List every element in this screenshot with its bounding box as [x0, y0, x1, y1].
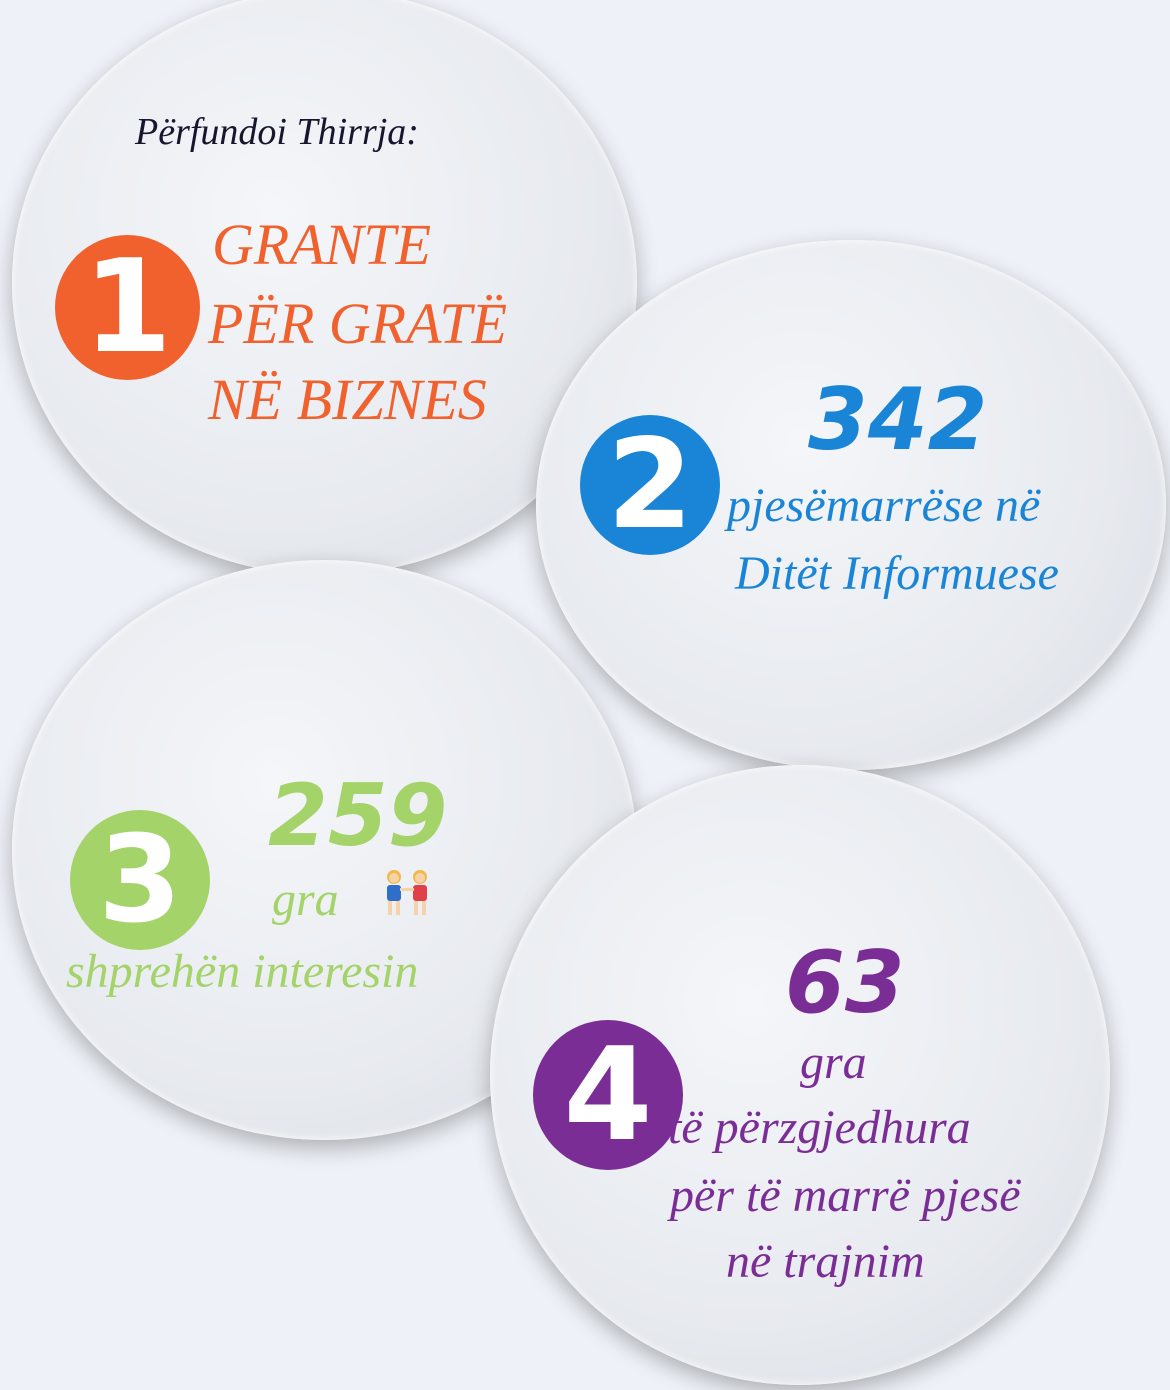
item1-line-2: PËR GRATË: [208, 291, 508, 356]
item3-value: 259: [268, 766, 448, 866]
item4-line-2: të përzgjedhura: [668, 1101, 971, 1154]
number-badge-1: 1: [55, 235, 200, 380]
item2-line-2: Ditët Informuese: [735, 547, 1059, 600]
item2-value: 342: [808, 370, 988, 470]
item4-line-1: gra: [800, 1036, 867, 1089]
page-title: Përfundoi Thirrja:: [135, 111, 419, 153]
item3-gra: gra: [272, 873, 339, 926]
number-badge-3: 3: [70, 810, 210, 950]
number-badge-4: 4: [533, 1020, 683, 1170]
item4-line-4: në trajnim: [726, 1235, 925, 1288]
two-women-icon: [378, 868, 436, 918]
item1-line-3: NË BIZNES: [208, 367, 487, 432]
number-badge-2: 2: [580, 415, 720, 555]
item4-line-3: për të marrë pjesë: [670, 1169, 1021, 1222]
item4-value: 63: [785, 933, 905, 1033]
item2-line-1: pjesëmarrëse në: [727, 479, 1041, 532]
item1-line-1: GRANTE: [212, 212, 432, 277]
item3-line: shprehën interesin: [66, 945, 419, 998]
